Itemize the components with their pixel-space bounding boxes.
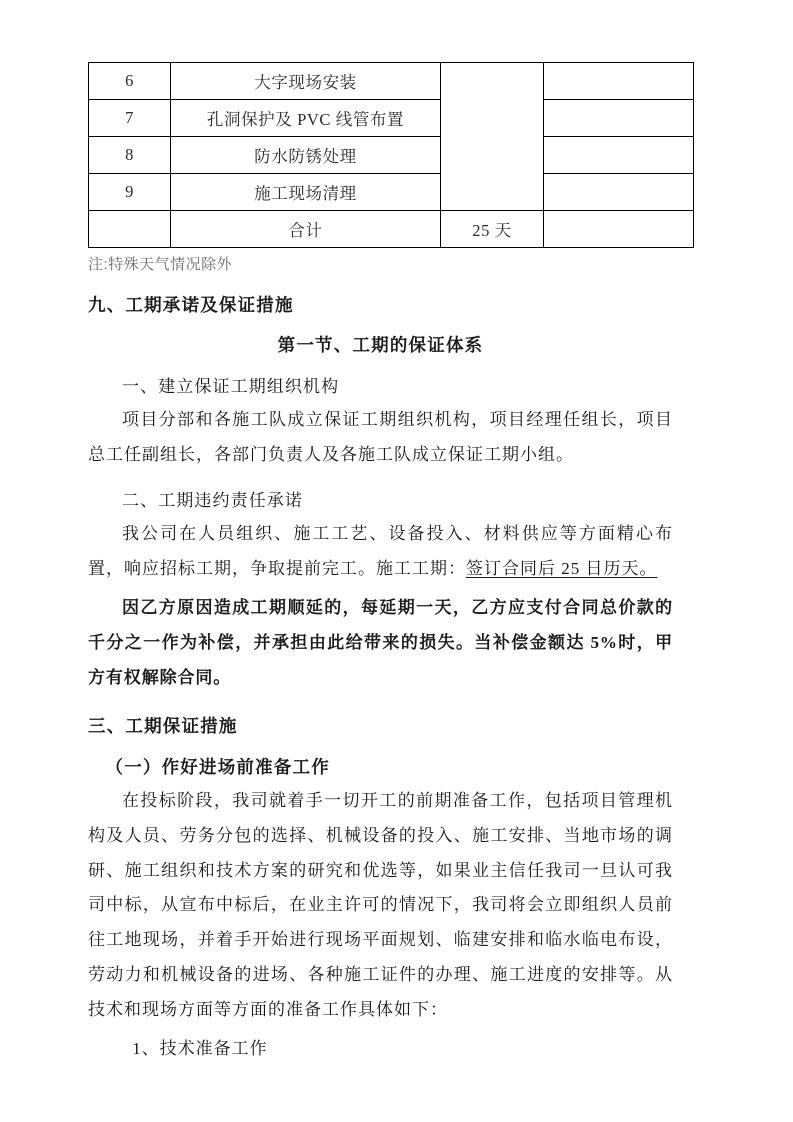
item-one-paragraph: 在投标阶段，我司就着手一切开工的前期准备工作，包括项目管理机构及人员、劳务分包的选择、机械设备的投入、施工安排、当地市场的调研、施工组织和技术方案的研究和优选等，如果业主信任我司一旦认可我司中标，从宣布中标后，在业主许可的情况下，我司将会立即组织人员前往工地现场，并着手开始进行现场平面规划、临建安排和临水临电布设，劳动力和机械设备的进场、各种施工证件的办理、施工进度的安排等。从技术和现场方面等方面的准备工作具体如下：: [88, 790, 673, 1019]
table-row: [89, 100, 694, 137]
row-item-cell: 大字现场安装: [171, 63, 441, 100]
table-body: [89, 63, 694, 248]
row-extra-cell: [544, 137, 694, 174]
row-extra-cell: [544, 63, 694, 100]
compensation-clause-paragraph: 因乙方原因造成工期顺延的，每延期一天，乙方应支付合同总价款的千分之一作为补偿，并承担由此给带来的损失。当补偿金额达 5%时，甲方有权解除合同。: [88, 597, 673, 687]
total-number-cell: [89, 211, 171, 248]
subsection-two-heading: 二、工期违约责任承诺: [122, 490, 303, 510]
subsection-one-heading: 一、建立保证工期组织机构: [122, 376, 340, 396]
total-extra-cell: [544, 211, 694, 248]
table-row: [89, 137, 694, 174]
row-item-cell: 防水防锈处理: [171, 137, 441, 174]
row-number-cell: 8: [89, 137, 171, 174]
row-item-cell: 施工现场清理: [171, 174, 441, 211]
row-days-cell-merged: [441, 63, 544, 211]
subsection-one-paragraph: 项目分部和各施工队成立保证工期组织机构，项目经理任组长，项目总工任副组长，各部门负责人及各施工队成立保证工期小组。: [88, 410, 673, 464]
subsection-two-paragraph: [88, 517, 673, 587]
row-number-cell: 6: [89, 63, 171, 100]
row-number-cell: 9: [89, 174, 171, 211]
subsection-three-heading: 三、工期保证措施: [88, 716, 238, 737]
page-content: [88, 62, 673, 1066]
total-label-cell: 合计: [171, 211, 441, 248]
table-note: 注:特殊天气情况除外: [88, 256, 233, 273]
row-extra-cell: [544, 100, 694, 137]
item-one-heading: （一）作好进场前准备工作: [105, 756, 330, 777]
subsection-two-text-pre: 我公司在人员组织、施工工艺、设备投入、材料供应等方面精心布置，响应招标工期，争取提前完工。施工工期：: [88, 524, 673, 579]
table-row: [89, 63, 694, 100]
chapter-nine-heading: 九、工期承诺及保证措施: [88, 295, 294, 315]
row-number-cell: 7: [89, 100, 171, 137]
row-extra-cell: [544, 174, 694, 211]
item-one-sub-list-item: 1、技术准备工作: [132, 1038, 268, 1058]
row-item-cell: 孔洞保护及 PVC 线管布置: [171, 100, 441, 137]
part-one-heading: 第一节、工期的保证体系: [277, 335, 484, 356]
total-days-cell: 25 天: [441, 211, 544, 248]
table-total-row: [89, 211, 694, 248]
subsection-two-text-underlined: 签订合同后 25 日历天。: [466, 559, 658, 579]
table-row: [89, 174, 694, 211]
construction-schedule-table: [88, 62, 694, 248]
